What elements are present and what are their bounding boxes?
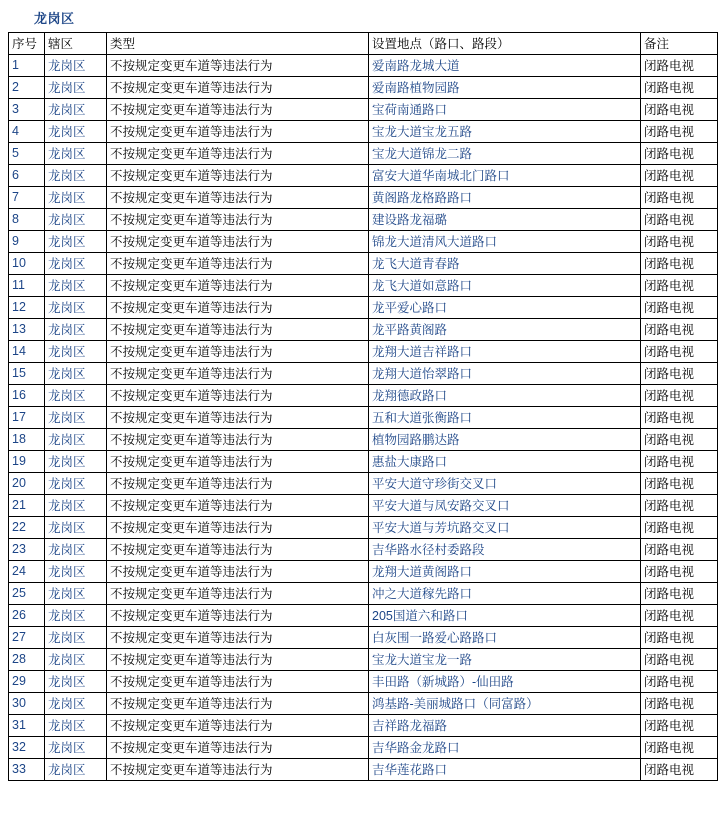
table-row [9, 341, 718, 363]
column-header-note: 备注 [641, 33, 718, 55]
cell-type: 不按规定变更车道等违法行为 [107, 605, 369, 627]
table-row [9, 143, 718, 165]
table-row [9, 165, 718, 187]
cell-location: 冲之大道稼先路口 [369, 583, 641, 605]
cell-note: 闭路电视 [641, 429, 718, 451]
cell-location: 爱南路植物园路 [369, 77, 641, 99]
cell-seq: 22 [9, 517, 45, 539]
table-row [9, 715, 718, 737]
cell-seq: 33 [9, 759, 45, 781]
cell-district: 龙岗区 [45, 297, 107, 319]
cell-location: 宝龙大道锦龙二路 [369, 143, 641, 165]
cell-note: 闭路电视 [641, 209, 718, 231]
cell-seq: 20 [9, 473, 45, 495]
cell-type: 不按规定变更车道等违法行为 [107, 143, 369, 165]
table-row [9, 517, 718, 539]
cell-seq: 16 [9, 385, 45, 407]
cell-type: 不按规定变更车道等违法行为 [107, 341, 369, 363]
cell-district: 龙岗区 [45, 627, 107, 649]
table-row [9, 319, 718, 341]
cell-note: 闭路电视 [641, 297, 718, 319]
table-row [9, 473, 718, 495]
cell-note: 闭路电视 [641, 55, 718, 77]
cell-type: 不按规定变更车道等违法行为 [107, 407, 369, 429]
cell-note: 闭路电视 [641, 275, 718, 297]
cell-note: 闭路电视 [641, 187, 718, 209]
cell-note: 闭路电视 [641, 517, 718, 539]
cell-type: 不按规定变更车道等违法行为 [107, 165, 369, 187]
table-row [9, 495, 718, 517]
cell-seq: 25 [9, 583, 45, 605]
cell-note: 闭路电视 [641, 473, 718, 495]
cell-district: 龙岗区 [45, 165, 107, 187]
cell-type: 不按规定变更车道等违法行为 [107, 759, 369, 781]
table-row [9, 99, 718, 121]
cell-location: 锦龙大道清风大道路口 [369, 231, 641, 253]
cell-seq: 10 [9, 253, 45, 275]
cell-location: 龙翔大道吉祥路口 [369, 341, 641, 363]
table-row [9, 649, 718, 671]
cell-location: 平安大道与芳坑路交叉口 [369, 517, 641, 539]
cell-location: 爱南路龙城大道 [369, 55, 641, 77]
cell-district: 龙岗区 [45, 539, 107, 561]
cell-seq: 21 [9, 495, 45, 517]
table-row [9, 759, 718, 781]
cell-seq: 32 [9, 737, 45, 759]
cell-seq: 11 [9, 275, 45, 297]
cell-seq: 24 [9, 561, 45, 583]
table-row [9, 429, 718, 451]
cell-district: 龙岗区 [45, 209, 107, 231]
table-row [9, 275, 718, 297]
cell-district: 龙岗区 [45, 495, 107, 517]
cell-type: 不按规定变更车道等违法行为 [107, 451, 369, 473]
cell-type: 不按规定变更车道等违法行为 [107, 671, 369, 693]
cell-location: 龙平爱心路口 [369, 297, 641, 319]
cell-note: 闭路电视 [641, 539, 718, 561]
cell-seq: 26 [9, 605, 45, 627]
column-header-district: 辖区 [45, 33, 107, 55]
cell-type: 不按规定变更车道等违法行为 [107, 693, 369, 715]
table-row [9, 385, 718, 407]
cell-district: 龙岗区 [45, 715, 107, 737]
cell-seq: 15 [9, 363, 45, 385]
cell-district: 龙岗区 [45, 671, 107, 693]
table-row [9, 693, 718, 715]
cell-location: 平安大道与凤安路交叉口 [369, 495, 641, 517]
cell-seq: 3 [9, 99, 45, 121]
cell-location: 丰田路（新城路）-仙田路 [369, 671, 641, 693]
cell-district: 龙岗区 [45, 693, 107, 715]
cell-seq: 17 [9, 407, 45, 429]
cell-location: 宝龙大道宝龙一路 [369, 649, 641, 671]
cell-location: 龙平路黄阁路 [369, 319, 641, 341]
cell-seq: 31 [9, 715, 45, 737]
column-header-type: 类型 [107, 33, 369, 55]
cell-seq: 28 [9, 649, 45, 671]
cell-seq: 2 [9, 77, 45, 99]
cell-seq: 1 [9, 55, 45, 77]
cell-district: 龙岗区 [45, 341, 107, 363]
cell-district: 龙岗区 [45, 275, 107, 297]
cell-note: 闭路电视 [641, 385, 718, 407]
cell-district: 龙岗区 [45, 561, 107, 583]
cell-type: 不按规定变更车道等违法行为 [107, 319, 369, 341]
cell-note: 闭路电视 [641, 165, 718, 187]
cell-note: 闭路电视 [641, 737, 718, 759]
table-row [9, 209, 718, 231]
table-row [9, 231, 718, 253]
cell-district: 龙岗区 [45, 77, 107, 99]
cell-seq: 4 [9, 121, 45, 143]
page-title: 龙岗区 [34, 11, 75, 26]
cell-type: 不按规定变更车道等违法行为 [107, 77, 369, 99]
cell-location: 宝龙大道宝龙五路 [369, 121, 641, 143]
cell-location: 吉华路水径村委路段 [369, 539, 641, 561]
cell-note: 闭路电视 [641, 561, 718, 583]
cell-location: 建设路龙福璐 [369, 209, 641, 231]
cell-location: 龙翔德政路口 [369, 385, 641, 407]
cell-note: 闭路电视 [641, 319, 718, 341]
cell-type: 不按规定变更车道等违法行为 [107, 297, 369, 319]
cell-district: 龙岗区 [45, 99, 107, 121]
cell-district: 龙岗区 [45, 473, 107, 495]
cell-district: 龙岗区 [45, 143, 107, 165]
cell-seq: 23 [9, 539, 45, 561]
cell-type: 不按规定变更车道等违法行为 [107, 649, 369, 671]
cell-seq: 29 [9, 671, 45, 693]
cell-district: 龙岗区 [45, 121, 107, 143]
cell-type: 不按规定变更车道等违法行为 [107, 121, 369, 143]
cell-type: 不按规定变更车道等违法行为 [107, 99, 369, 121]
cell-district: 龙岗区 [45, 407, 107, 429]
cell-location: 五和大道张衡路口 [369, 407, 641, 429]
cell-type: 不按规定变更车道等违法行为 [107, 275, 369, 297]
cell-district: 龙岗区 [45, 253, 107, 275]
table-row [9, 671, 718, 693]
cell-seq: 5 [9, 143, 45, 165]
table-row [9, 297, 718, 319]
cell-district: 龙岗区 [45, 605, 107, 627]
cell-location: 205国道六和路口 [369, 605, 641, 627]
cell-location: 富安大道华南城北门路口 [369, 165, 641, 187]
cell-seq: 7 [9, 187, 45, 209]
table-row [9, 55, 718, 77]
table-body [9, 55, 718, 781]
cell-type: 不按规定变更车道等违法行为 [107, 363, 369, 385]
cell-note: 闭路电视 [641, 605, 718, 627]
column-header-location: 设置地点（路口、路段） [369, 33, 641, 55]
table-row [9, 363, 718, 385]
cell-note: 闭路电视 [641, 671, 718, 693]
cell-note: 闭路电视 [641, 715, 718, 737]
table-row [9, 737, 718, 759]
cell-location: 植物园路鹏达路 [369, 429, 641, 451]
document-page [0, 8, 725, 781]
column-header-seq: 序号 [9, 33, 45, 55]
cell-seq: 6 [9, 165, 45, 187]
cell-location: 黄阁路龙格路路口 [369, 187, 641, 209]
cell-note: 闭路电视 [641, 649, 718, 671]
cell-district: 龙岗区 [45, 231, 107, 253]
table-row [9, 77, 718, 99]
cell-type: 不按规定变更车道等违法行为 [107, 517, 369, 539]
cell-type: 不按规定变更车道等违法行为 [107, 539, 369, 561]
cell-seq: 14 [9, 341, 45, 363]
cell-note: 闭路电视 [641, 143, 718, 165]
violation-locations-table [8, 32, 718, 781]
table-row [9, 407, 718, 429]
cell-seq: 19 [9, 451, 45, 473]
cell-seq: 30 [9, 693, 45, 715]
cell-note: 闭路电视 [641, 627, 718, 649]
table-row [9, 451, 718, 473]
cell-location: 惠盐大康路口 [369, 451, 641, 473]
cell-seq: 18 [9, 429, 45, 451]
cell-type: 不按规定变更车道等违法行为 [107, 231, 369, 253]
cell-type: 不按规定变更车道等违法行为 [107, 737, 369, 759]
cell-note: 闭路电视 [641, 77, 718, 99]
cell-district: 龙岗区 [45, 363, 107, 385]
cell-location: 吉祥路龙福路 [369, 715, 641, 737]
cell-location: 吉华路金龙路口 [369, 737, 641, 759]
cell-type: 不按规定变更车道等违法行为 [107, 627, 369, 649]
cell-location: 龙飞大道如意路口 [369, 275, 641, 297]
cell-location: 宝荷南通路口 [369, 99, 641, 121]
cell-district: 龙岗区 [45, 451, 107, 473]
cell-location: 龙飞大道青春路 [369, 253, 641, 275]
table-row [9, 253, 718, 275]
cell-note: 闭路电视 [641, 253, 718, 275]
cell-type: 不按规定变更车道等违法行为 [107, 473, 369, 495]
cell-district: 龙岗区 [45, 319, 107, 341]
cell-note: 闭路电视 [641, 451, 718, 473]
cell-seq: 9 [9, 231, 45, 253]
cell-district: 龙岗区 [45, 649, 107, 671]
cell-note: 闭路电视 [641, 583, 718, 605]
cell-type: 不按规定变更车道等违法行为 [107, 429, 369, 451]
cell-district: 龙岗区 [45, 737, 107, 759]
cell-seq: 27 [9, 627, 45, 649]
cell-note: 闭路电视 [641, 231, 718, 253]
cell-type: 不按规定变更车道等违法行为 [107, 55, 369, 77]
cell-location: 白灰围一路爱心路路口 [369, 627, 641, 649]
cell-location: 鸿基路-美丽城路口（同富路） [369, 693, 641, 715]
cell-district: 龙岗区 [45, 385, 107, 407]
cell-type: 不按规定变更车道等违法行为 [107, 715, 369, 737]
cell-type: 不按规定变更车道等违法行为 [107, 187, 369, 209]
cell-note: 闭路电视 [641, 495, 718, 517]
cell-note: 闭路电视 [641, 693, 718, 715]
table-header-row [9, 33, 718, 55]
table-header [9, 33, 718, 55]
cell-seq: 12 [9, 297, 45, 319]
cell-location: 吉华莲花路口 [369, 759, 641, 781]
table-row [9, 605, 718, 627]
cell-type: 不按规定变更车道等违法行为 [107, 385, 369, 407]
cell-district: 龙岗区 [45, 759, 107, 781]
cell-district: 龙岗区 [45, 55, 107, 77]
cell-type: 不按规定变更车道等违法行为 [107, 495, 369, 517]
cell-seq: 13 [9, 319, 45, 341]
cell-district: 龙岗区 [45, 517, 107, 539]
cell-district: 龙岗区 [45, 429, 107, 451]
table-row [9, 121, 718, 143]
table-row [9, 539, 718, 561]
cell-location: 平安大道守珍街交叉口 [369, 473, 641, 495]
cell-note: 闭路电视 [641, 99, 718, 121]
cell-type: 不按规定变更车道等违法行为 [107, 583, 369, 605]
table-row [9, 561, 718, 583]
table-row [9, 583, 718, 605]
cell-note: 闭路电视 [641, 363, 718, 385]
cell-note: 闭路电视 [641, 341, 718, 363]
table-row [9, 187, 718, 209]
cell-district: 龙岗区 [45, 187, 107, 209]
cell-location: 龙翔大道怡翠路口 [369, 363, 641, 385]
cell-seq: 8 [9, 209, 45, 231]
cell-note: 闭路电视 [641, 121, 718, 143]
cell-type: 不按规定变更车道等违法行为 [107, 253, 369, 275]
cell-district: 龙岗区 [45, 583, 107, 605]
cell-type: 不按规定变更车道等违法行为 [107, 209, 369, 231]
cell-location: 龙翔大道黄阁路口 [369, 561, 641, 583]
cell-note: 闭路电视 [641, 759, 718, 781]
cell-note: 闭路电视 [641, 407, 718, 429]
cell-type: 不按规定变更车道等违法行为 [107, 561, 369, 583]
table-row [9, 627, 718, 649]
